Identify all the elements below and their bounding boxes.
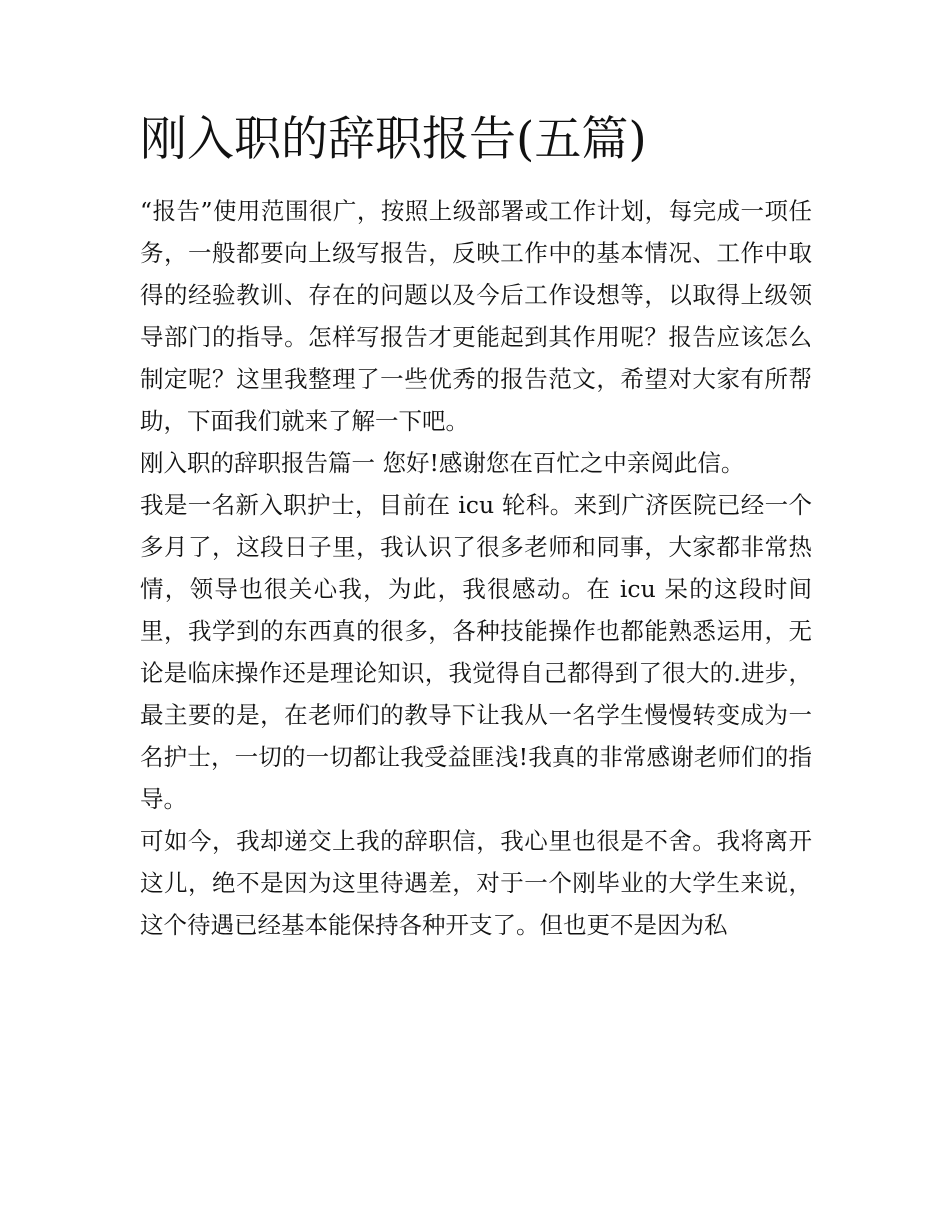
body-paragraph: 可如今，我却递交上我的辞职信，我心里也很是不舍。我将离开这儿，绝不是因为这里待遇差，对于一个刚毕业的大学生来说，这个待遇已经基本能保持各种开支了。但也更不是因为私 [140,827,812,940]
document-title: 刚入职的辞职报告(五篇) [140,112,647,167]
intro-paragraph: “报告”使用范围很广，按照上级部署或工作计划，每完成一项任务，一般都要向上级写报告，反映工作中的基本情况、工作中取得的经验教训、存在的问题以及今后工作设想等，以取得上级领导部门的指导。怎样写报告才更能起到其作用呢？报告应该怎么制定呢？这里我整理了一些优秀的报告范文，希望对大家有所帮助，下面我们就来了解一下吧。 [140,197,812,436]
greeting-paragraph: 刚入职的辞职报告篇一 您好!感谢您在百忙之中亲阅此信。 [140,449,745,478]
document-page [140,112,812,946]
body-paragraph: 我是一名新入职护士，目前在 icu 轮科。来到广济医院已经一个多月了，这段日子里，我认识了很多老师和同事，大家都非常热情，领导也很关心我，为此，我很感动。在 icu 呆的这段时间里，我学到的东西真的很多，各种技能操作也都能熟悉运用，无论是临床操作还是理论知识，我觉得自己都得到了很大的.进步，最主要的是，在老师们的教导下让我从一名学生慢慢转变成为一名护士，一切的一切都让我受益匪浅!我真的非常感谢老师们的指导。 [140,491,812,814]
